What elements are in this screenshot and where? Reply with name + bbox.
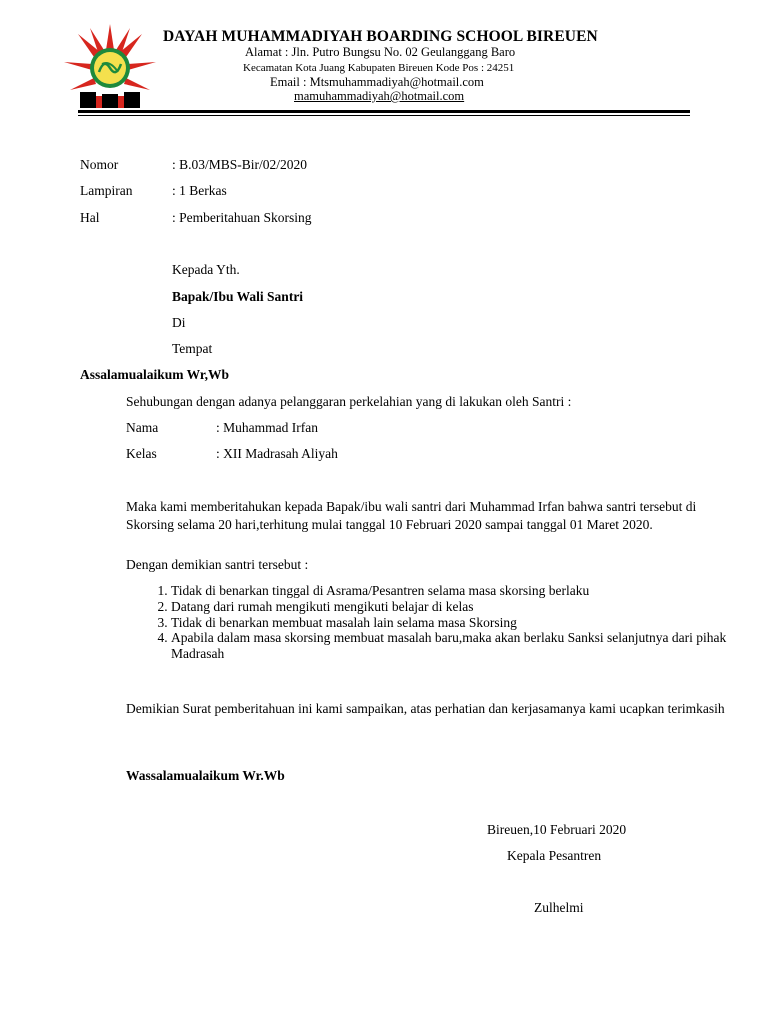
sanction-list [126,583,768,662]
recipient-name: Bapak/Ibu Wali Santri [172,289,304,304]
recipient-salutation: Kepada Yth. [172,262,240,277]
farewell: Wassalamualaikum Wr.Wb [126,768,285,783]
school-address: Alamat : Jln. Putro Bungsu No. 02 Geulanggang Baro [245,45,516,59]
greeting: Assalamualaikum Wr,Wb [80,367,230,382]
list-item: 2. Datang dari rumah mengikuti mengikuti belajar di kelas [171,599,768,615]
kelas-label: Kelas [126,446,157,461]
muhammadiyah-sun-logo-icon [62,22,158,112]
nama-label: Nama [126,420,159,435]
list-item: 3. Tidak di benarkan membuat masalah lain selama masa Skorsing [171,615,768,631]
letterhead-divider-thin [78,115,690,116]
school-email-alt-link[interactable]: mamuhammadiyah@hotmail.com [294,89,465,103]
kelas-value: : XII Madrasah Aliyah [216,446,338,461]
signature-position: Kepala Pesantren [507,848,602,863]
signature-name: Zulhelmi [534,900,584,915]
lampiran-value: : 1 Berkas [172,183,227,198]
nama-value: : Muhammad Irfan [216,420,318,435]
school-email: Email : Mtsmuhammadiyah@hotmail.com [270,75,484,89]
list-intro: Dengan demikian santri tersebut : [126,557,309,572]
nomor-label: Nomor [80,157,119,172]
signature-place-date: Bireuen,10 Februari 2020 [487,822,627,837]
recipient-di: Di [172,315,186,330]
recipient-place: Tempat [172,341,213,356]
school-district: Kecamatan Kota Juang Kabupaten Bireuen Kode Pos : 24251 [243,62,515,74]
notice-paragraph: Maka kami memberitahukan kepada Bapak/ibu wali santri dari Muhammad Irfan bahwa santri tersebut di Skorsing selama 20 hari,terhitung mulai tanggal 10 Februari 2020 sampai tanggal 01 Maret 2020. [126,499,697,532]
hal-value: : Pemberitahuan Skorsing [172,210,312,225]
closing-paragraph: Demikian Surat pemberitahuan ini kami sampaikan, atas perhatian dan kerjasamanya kami ucapkan terimkasih [126,701,725,716]
list-item: 4. Apabila dalam masa skorsing membuat masalah baru,maka akan berlaku Sanksi selanjutnya dari pihak Madrasah [171,630,768,662]
school-name: DAYAH MUHAMMADIYAH BOARDING SCHOOL BIREUEN [163,28,598,45]
letterhead-divider-thick [78,110,690,113]
intro-text: Sehubungan dengan adanya pelanggaran perkelahian yang di lakukan oleh Santri : [126,394,572,409]
hal-label: Hal [80,210,100,225]
list-item: 1. Tidak di benarkan tinggal di Asrama/Pesantren selama masa skorsing berlaku [171,583,768,599]
nomor-value: : B.03/MBS-Bir/02/2020 [172,157,308,172]
lampiran-label: Lampiran [80,183,133,198]
